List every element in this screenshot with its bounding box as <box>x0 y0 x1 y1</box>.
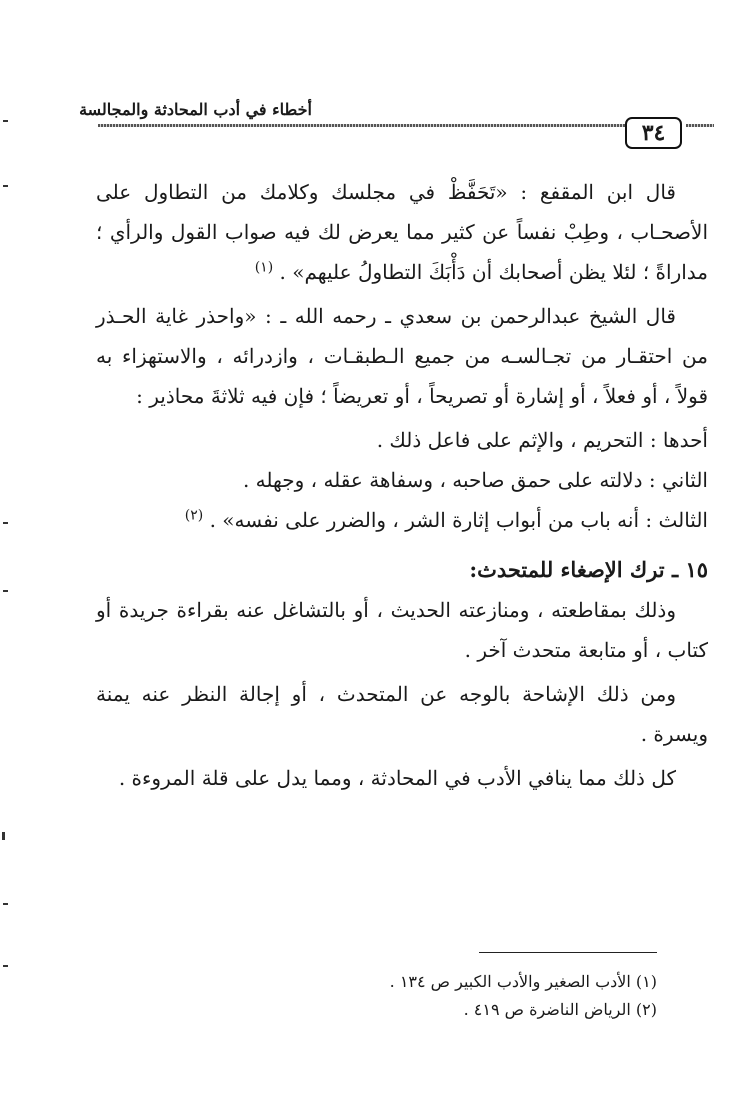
footnote-1: (١) الأدب الصغير والأدب الكبير ص ١٣٤ . <box>389 972 657 991</box>
footnote-marker-2: (٢) <box>184 507 204 524</box>
margin-speck <box>3 185 8 187</box>
margin-speck <box>3 590 8 592</box>
margin-speck <box>3 903 8 905</box>
running-title: أخطاء في أدب المحادثة والمجالسة <box>79 100 312 119</box>
footnotes <box>97 968 657 1024</box>
margin-speck <box>2 832 5 840</box>
paragraph-text: قال ابن المقفع : «تَحَفَّظْ في مجلسك وكلامك من التطاول على الأصحـاب ، وطِبْ نفساً عن كثير مما يعرض لك فيه صواب القول والرأي ؛ مداراةً ؛ لئلا يظن أصحابك أن دَأْبَكَ التطاولُ عليهم» . <box>96 180 708 284</box>
footnote-divider <box>479 952 657 953</box>
margin-speck <box>3 522 8 524</box>
list-item-first: أحدها : التحريم ، والإثم على فاعل ذلك . <box>376 428 708 452</box>
main-text <box>96 172 708 798</box>
section-heading: ١٥ ـ ترك الإصغاء للمتحدث: <box>469 557 708 582</box>
list-item-second: الثاني : دلالته على حمق صاحبه ، وسفاهة عقله ، وجهله . <box>242 468 708 492</box>
header-rule-right <box>686 124 714 127</box>
footnote-2: (٢) الرياض الناضرة ص ٤١٩ . <box>463 1000 657 1019</box>
list-item-text: الثالث : أنه باب من أبواب إثارة الشر ، والضرر على نفسه» . <box>209 508 708 532</box>
header-rule <box>98 124 628 127</box>
footnote-marker-1: (١) <box>254 259 274 276</box>
paragraph-conclusion: كل ذلك مما ينافي الأدب في المحادثة ، ومما يدل على قلة المروءة . <box>118 766 676 790</box>
margin-speck <box>3 120 8 122</box>
paragraph-interruption: وذلك بمقاطعته ، ومنازعته الحديث ، أو بالتشاغل عنه بقراءة جريدة أو كتاب ، أو متابعة متحدث آخر . <box>96 598 708 662</box>
margin-speck <box>3 965 8 967</box>
page-number: ٣٤ <box>625 117 682 149</box>
paragraph-ibn-muqaffa <box>96 172 708 292</box>
paragraph-turning-away: ومن ذلك الإشاحة بالوجه عن المتحدث ، أو إجالة النظر عنه يمنة ويسرة . <box>96 682 708 746</box>
list-item-third <box>96 500 708 540</box>
paragraph-ibn-saadi: قال الشيخ عبدالرحمن بن سعدي ـ رحمه الله ـ : «واحذر غاية الحـذر من احتقـار من تجـالسـه من جميع الـطبقـات ، وازدرائه ، والاستهزاء به قولاً ، أو فعلاً ، أو إشارة أو تصريحاً ، أو تعريضاً ؛ فإن فيه ثلاثةَ محاذير : <box>96 304 708 408</box>
